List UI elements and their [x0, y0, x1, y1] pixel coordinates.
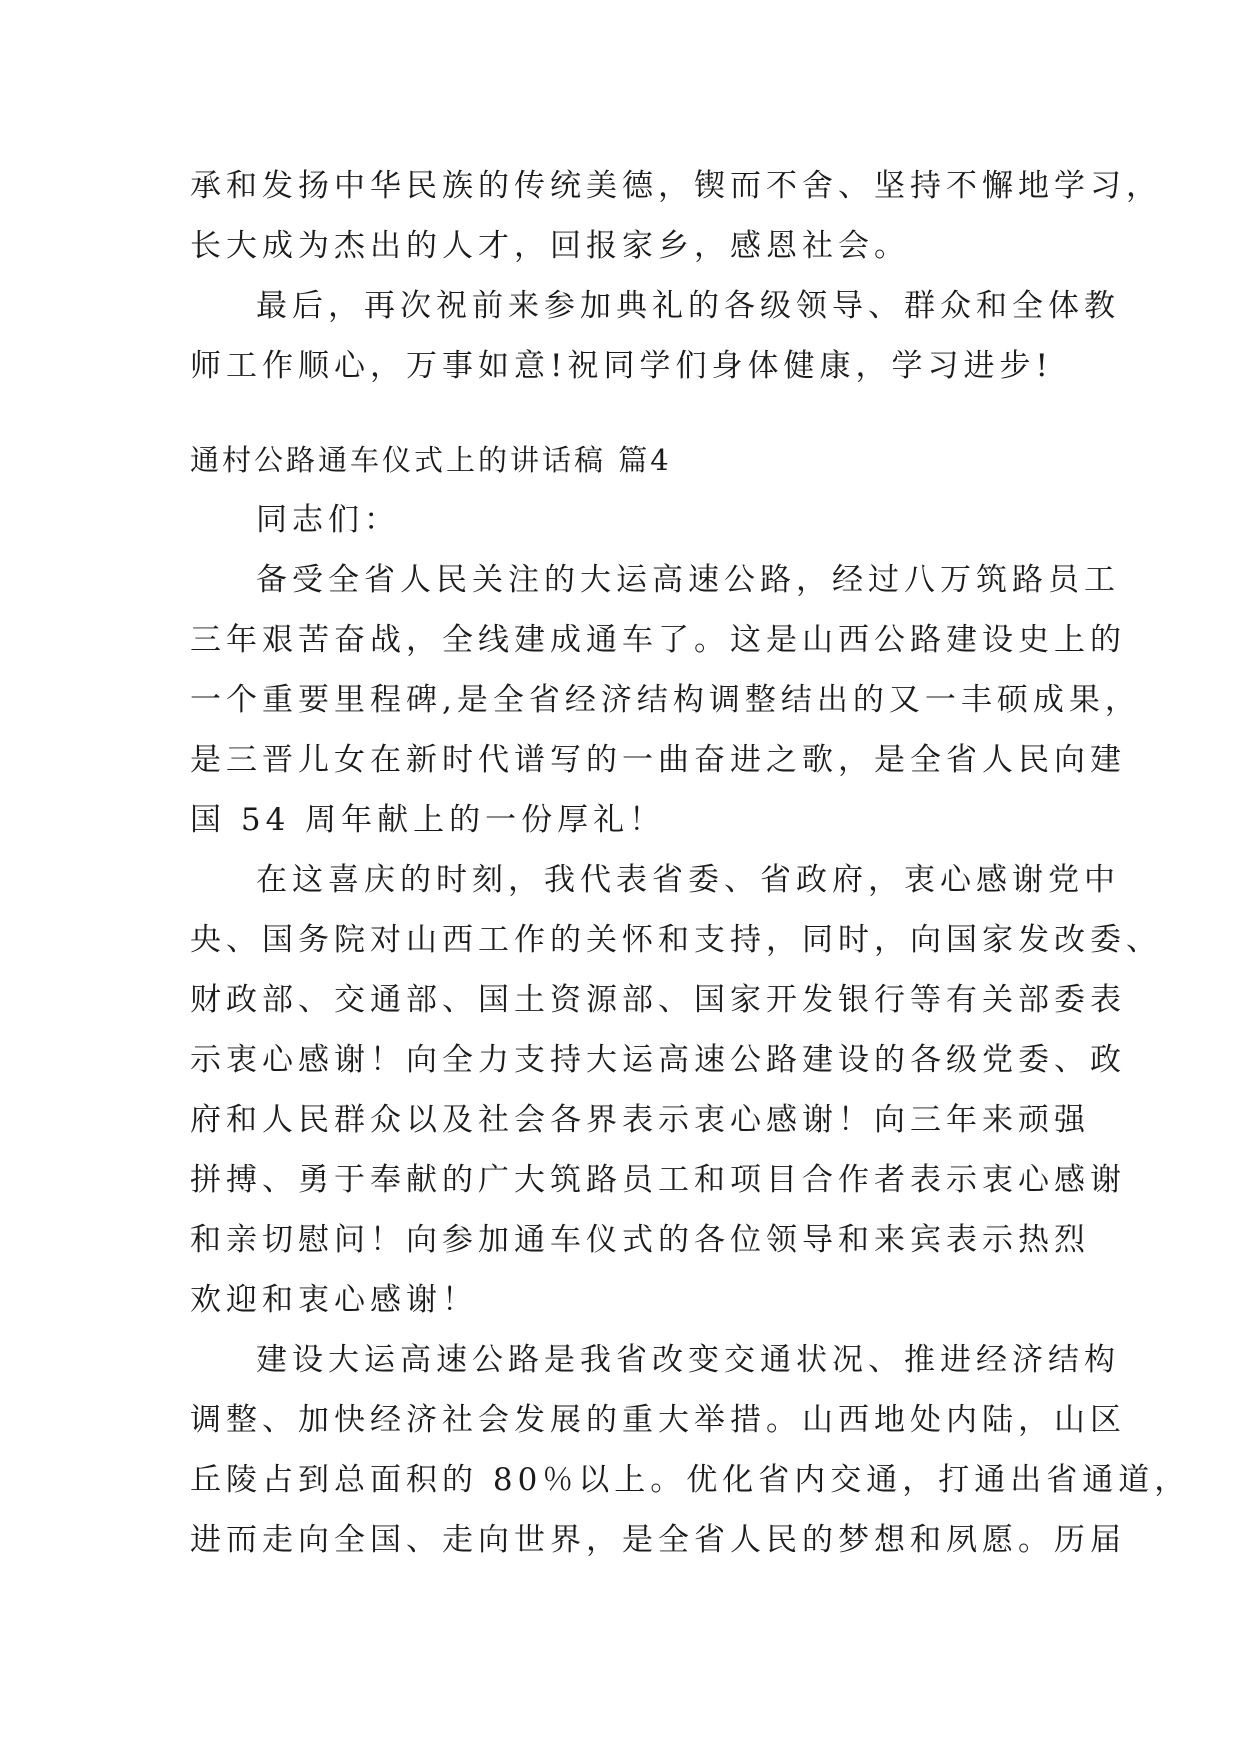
paragraph-line: 国 54 周年献上的一份厚礼！ [190, 802, 666, 838]
paragraph-line: 在这喜庆的时刻，我代表省委、省政府，衷心感谢党中 [256, 862, 1120, 898]
paragraph-line: 备受全省人民关注的大运高速公路，经过八万筑路员工 [256, 562, 1120, 598]
paragraph-1 [190, 550, 1141, 850]
paragraph-line: 拼搏、勇于奉献的广大筑路员工和项目合作者表示衷心感谢 [190, 1162, 1126, 1198]
paragraph-line: 最后，再次祝前来参加典礼的各级领导、群众和全体教 [256, 288, 1120, 324]
paragraph-line: 是三晋儿女在新时代谱写的一曲奋进之歌，是全省人民向建 [190, 742, 1126, 778]
paragraph-line: 进而走向全国、走向世界，是全省人民的梦想和夙愿。历届 [190, 1522, 1126, 1558]
paragraph-line: 和亲切慰问！向参加通车仪式的各位领导和来宾表示热烈 [190, 1222, 1090, 1258]
paragraph-line: 示衷心感谢！向全力支持大运高速公路建设的各级党委、政 [190, 1042, 1126, 1078]
paragraph-line: 府和人民群众以及社会各界表示衷心感谢！向三年来顽强 [190, 1102, 1090, 1138]
paragraph-3 [190, 1330, 1191, 1570]
paragraph-line: 建设大运高速公路是我省改变交通状况、推进经济结构 [256, 1342, 1120, 1378]
paragraph-line: 一个重要里程碑,是全省经济结构调整结出的又一丰硕成果， [190, 682, 1141, 718]
salutation: 同志们： [256, 502, 400, 538]
section-heading: 通村公路通车仪式上的讲话稿 篇4 [190, 443, 672, 477]
document-body [190, 156, 1191, 1570]
paragraph-2 [190, 850, 1162, 1330]
paragraph-line: 调整、加快经济社会发展的重大举措。山西地处内陆，山区 [190, 1402, 1126, 1438]
section-spacer [190, 396, 1056, 430]
paragraph-line: 长大成为杰出的人才，回报家乡，感恩社会。 [190, 228, 910, 264]
closing-paragraph [190, 276, 1120, 396]
paragraph-line: 央、国务院对山西工作的关怀和支持，同时，向国家发改委、 [190, 922, 1162, 958]
paragraph-line: 三年艰苦奋战，全线建成通车了。这是山西公路建设史上的 [190, 622, 1126, 658]
paragraph-line: 欢迎和衷心感谢！ [190, 1282, 478, 1318]
paragraph-line: 财政部、交通部、国土资源部、国家开发银行等有关部委表 [190, 982, 1126, 1018]
paragraph-line: 丘陵占到总面积的 80％以上。优化省内交通，打通出省通道， [190, 1462, 1191, 1498]
paragraph-line: 师工作顺心，万事如意!祝同学们身体健康，学习进步! [190, 348, 1053, 384]
paragraph-line: 承和发扬中华民族的传统美德，锲而不舍、坚持不懈地学习， [190, 168, 1162, 204]
intro-paragraph [190, 156, 1162, 276]
